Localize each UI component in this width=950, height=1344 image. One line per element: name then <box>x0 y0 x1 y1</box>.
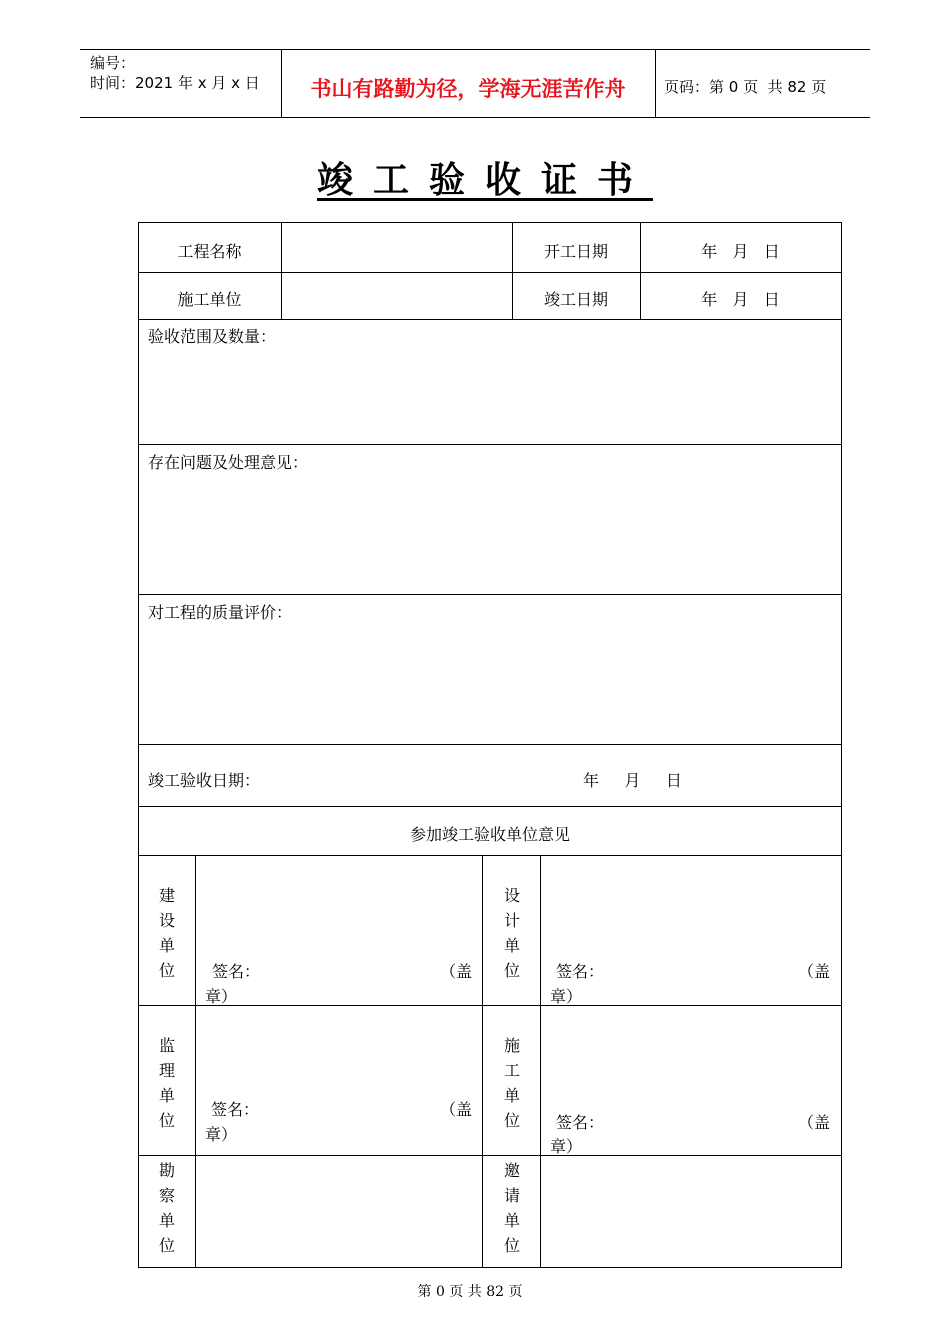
supervisor-unit-label: 监理单位 <box>158 1036 175 1130</box>
constructor-sign-label: 签名： <box>556 1113 605 1132</box>
constructor-unit-label: 施工单位 <box>503 1036 520 1130</box>
quality-field[interactable] <box>139 622 841 744</box>
acceptance-date-field[interactable]: 年 月 日 <box>583 771 682 790</box>
header-divider-2 <box>655 49 656 117</box>
supervisor-stamp-close: 章） <box>205 1125 238 1144</box>
header-top-rule <box>80 49 870 50</box>
constructor-stamp-close: 章） <box>550 1137 583 1156</box>
project-name-label: 工程名称 <box>177 242 242 261</box>
acceptance-date-label: 竣工验收日期： <box>148 771 261 790</box>
col-line <box>482 855 483 1268</box>
row-line <box>138 319 842 320</box>
issues-field[interactable] <box>139 472 841 594</box>
owner-unit-label: 建设单位 <box>158 886 175 980</box>
owner-stamp-open: （盖 <box>440 962 473 981</box>
owner-sign-field[interactable] <box>196 856 482 956</box>
supervisor-sign-field[interactable] <box>196 1006 482 1096</box>
motto: 书山有路勤为径，学海无涯苦作舟 <box>310 77 626 101</box>
form-border-right <box>841 222 842 1268</box>
header-bottom-rule <box>80 117 870 118</box>
designer-unit-label: 设计单位 <box>503 886 520 980</box>
start-date-field[interactable]: 年 月 日 <box>701 242 780 261</box>
scope-field[interactable] <box>139 345 841 444</box>
surveyor-sign-field[interactable] <box>196 1156 482 1267</box>
page-title: 竣工验收证书 <box>316 159 653 201</box>
start-date-label: 开工日期 <box>543 242 608 261</box>
footer-page-info: 第 0 页 共 82 页 <box>417 1284 523 1300</box>
constructor-stamp-open: （盖 <box>798 1113 831 1132</box>
serial-label: 编号： <box>90 54 136 72</box>
row-line <box>138 806 842 807</box>
opinions-heading: 参加竣工验收单位意见 <box>409 825 570 844</box>
constructor-sign-field[interactable] <box>541 1006 841 1106</box>
project-name-field[interactable] <box>282 223 511 272</box>
designer-stamp-open: （盖 <box>798 962 831 981</box>
issues-label: 存在问题及处理意见： <box>148 453 309 472</box>
row-line <box>138 444 842 445</box>
quality-label: 对工程的质量评价： <box>148 603 293 622</box>
supervisor-sign-label: 签名： <box>211 1100 260 1119</box>
row-line <box>138 744 842 745</box>
designer-sign-field[interactable] <box>541 856 841 956</box>
designer-sign-label: 签名： <box>556 962 605 981</box>
designer-stamp-close: 章） <box>550 987 583 1006</box>
form-border-bottom <box>138 1267 842 1268</box>
owner-stamp-close: 章） <box>205 987 238 1006</box>
invited-unit-label: 邀请单位 <box>503 1161 520 1255</box>
contractor-field[interactable] <box>282 273 511 319</box>
time-label: 时间：2021 年 x 月 x 日 <box>90 74 260 92</box>
supervisor-stamp-open: （盖 <box>440 1100 473 1119</box>
invited-sign-field[interactable] <box>541 1156 841 1267</box>
header-page-info: 页码：第 0 页 共 82 页 <box>664 78 827 96</box>
surveyor-unit-label: 勘察单位 <box>158 1161 175 1255</box>
scope-label: 验收范围及数量： <box>148 327 277 346</box>
completion-date-label: 竣工日期 <box>543 290 608 309</box>
completion-date-field[interactable]: 年 月 日 <box>701 290 780 309</box>
contractor-label: 施工单位 <box>177 290 242 309</box>
row-line <box>138 594 842 595</box>
owner-sign-label: 签名： <box>212 962 261 981</box>
